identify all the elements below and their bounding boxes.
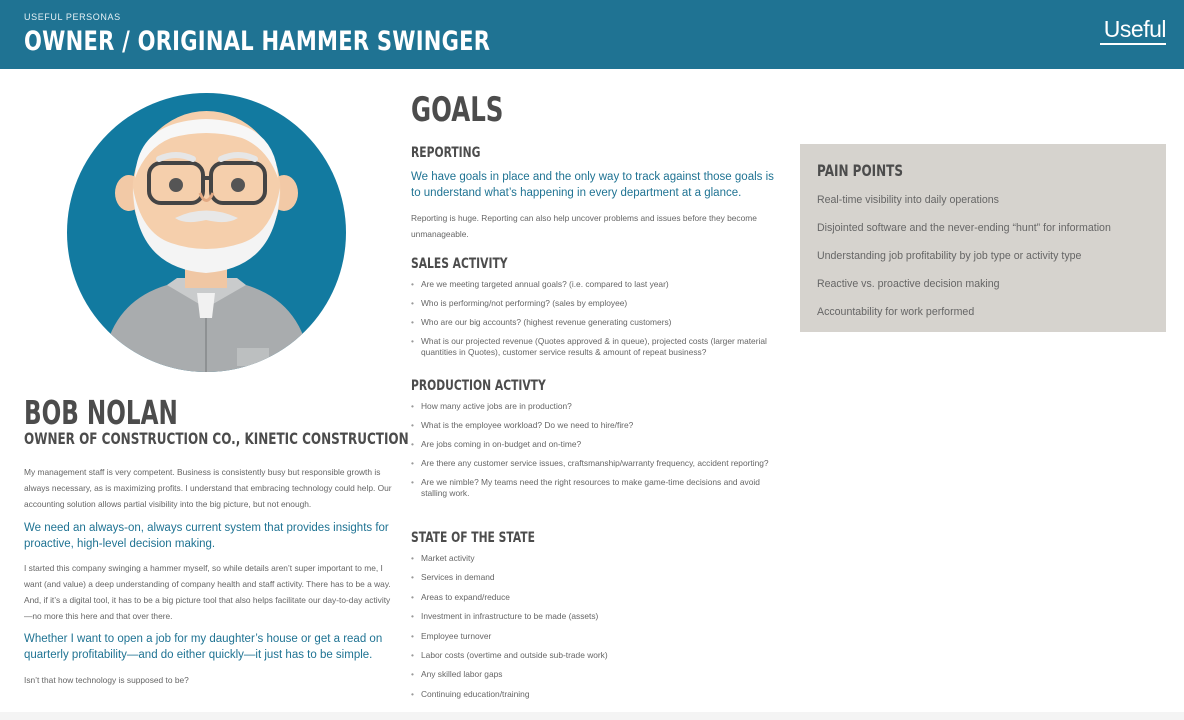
state-list — [411, 553, 781, 700]
list-item: • Are we nimble? My teams need the right resources to make game-time decisions and avoid stalling work. — [411, 477, 781, 499]
header-eyebrow: USEFUL PERSONAS — [24, 12, 121, 22]
footer-strip — [0, 712, 1184, 720]
list-item: • Investment in infrastructure to be made (assets) — [411, 611, 781, 622]
list-item: Understanding job profitability by job type or activity type — [817, 250, 1082, 262]
list-item: • What is our projected revenue (Quotes approved & in queue), projected costs (larger material quantities in Quotes), customer service results & amount of repeat business? — [411, 336, 781, 358]
list-item: • Continuing education/training — [411, 689, 781, 700]
list-item: • Labor costs (overtime and outside sub-trade work) — [411, 650, 781, 661]
persona-quote-1: We need an always-on, always current system that provides insights for proactive, high-level decision making. — [24, 522, 389, 550]
list-item: • Services in demand — [411, 572, 781, 583]
persona-bio-closing: Isn’t that how technology is supposed to be? — [24, 675, 189, 685]
list-item: • Who is performing/not performing? (sales by employee) — [411, 298, 781, 309]
persona-quote-2: Whether I want to open a job for my daughter’s house or get a read on quarterly profitability—and do either quickly—it just has to be simple. — [24, 633, 383, 661]
reporting-highlight: We have goals in place and the only way to track against those goals is to understand what’s happening in every department at a glance. — [411, 171, 774, 199]
page-title: OWNER / ORIGINAL HAMMER SWINGER — [24, 26, 491, 57]
page-header — [0, 0, 1184, 69]
list-item: Disjointed software and the never-ending “hunt” for information — [817, 222, 1111, 234]
production-list — [411, 401, 781, 499]
list-item: • Who are our big accounts? (highest revenue generating customers) — [411, 317, 781, 328]
list-item: • How many active jobs are in production? — [411, 401, 781, 412]
production-heading: PRODUCTION ACTIVTY — [411, 378, 546, 394]
persona-role: OWNER OF CONSTRUCTION CO., KINETIC CONSTRUCTION — [24, 429, 409, 448]
list-item: Real-time visibility into daily operations — [817, 194, 999, 206]
list-item: Accountability for work performed — [817, 306, 975, 318]
pain-points-heading: PAIN POINTS — [817, 161, 904, 180]
reporting-heading: REPORTING — [411, 145, 481, 161]
sales-list — [411, 279, 781, 358]
list-item: • Market activity — [411, 553, 781, 564]
reporting-body: Reporting is huge. Reporting can also help uncover problems and issues before they become unmanageable. — [411, 213, 757, 239]
list-item: • Employee turnover — [411, 631, 781, 642]
list-item: • Are we meeting targeted annual goals? (i.e. compared to last year) — [411, 279, 781, 290]
state-heading: STATE OF THE STATE — [411, 530, 535, 546]
list-item: • What is the employee workload? Do we need to hire/fire? — [411, 420, 781, 431]
logo-underline — [1100, 43, 1166, 45]
persona-avatar — [67, 93, 346, 372]
pain-points-panel — [800, 144, 1166, 332]
persona-bio-intro: My management staff is very competent. Business is consistently busy but responsible growth is always necessary, as is maximizing profits. I understand that embracing technology could help. Our accounting solution allows partial visibility into the big picture, but not enough. — [24, 467, 392, 509]
useful-logo: Useful — [1103, 16, 1166, 42]
pain-points-list — [817, 193, 1111, 333]
persona-name: BOB NOLAN — [24, 393, 178, 432]
list-item: • Are there any customer service issues, craftsmanship/warranty frequency, accident reporting? — [411, 458, 781, 469]
goals-heading: GOALS — [411, 90, 504, 130]
sales-heading: SALES ACTIVITY — [411, 256, 508, 272]
persona-bio-story: I started this company swinging a hammer myself, so while details aren’t super important to me, I want (and value) a deep understanding of company health and staff activity. There has to be a way. And, if it’s a digital tool, it has to be a big picture tool that also helps facilitate our day-to-day activity—no more this here and that over there. — [24, 563, 391, 621]
list-item: • Areas to expand/reduce — [411, 592, 781, 603]
list-item: • Any skilled labor gaps — [411, 669, 781, 680]
list-item: Reactive vs. proactive decision making — [817, 278, 1000, 290]
list-item: • Are jobs coming in on-budget and on-time? — [411, 439, 781, 450]
